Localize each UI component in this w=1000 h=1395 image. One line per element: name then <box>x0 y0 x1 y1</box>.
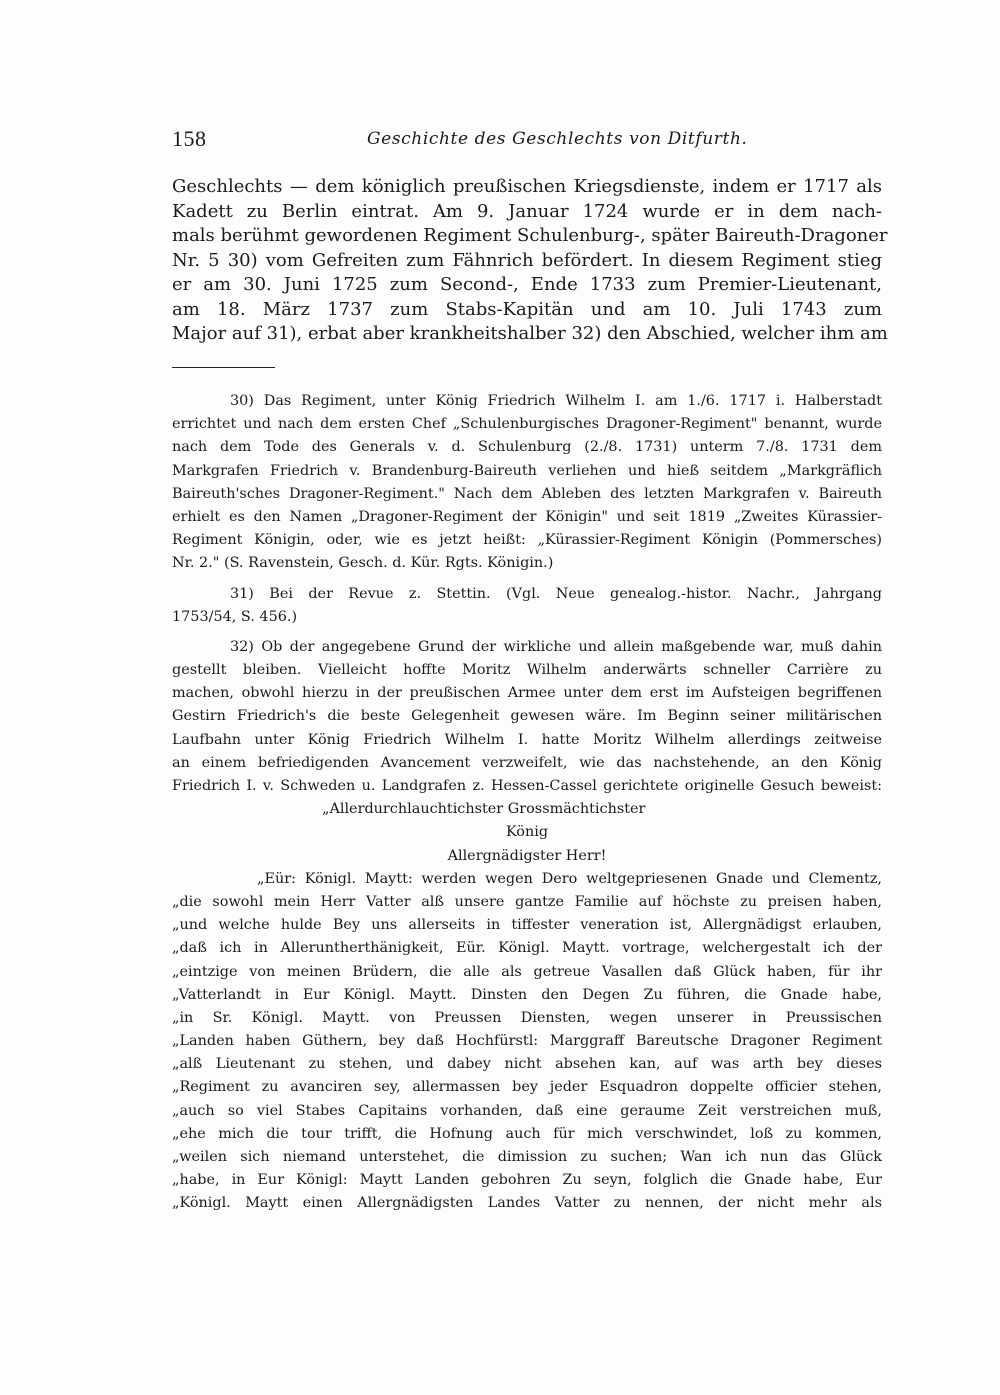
letter-line: „Vatterlandt in Eur Königl. Maytt. Dinsten den Degen Zu führen, die Gnade habe, <box>172 986 882 1003</box>
letter-line: „Königl. Maytt einen Allergnädigsten Landes Vatter zu nennen, der nicht mehr als <box>172 1195 882 1212</box>
footnote-31-line: 1753/54, S. 456.) <box>172 608 298 625</box>
main-body-text <box>172 175 888 347</box>
footnote-30-line: errichtet und nach dem ersten Chef „Schulenburgisches Dragoner-Regiment" benannt, wurde <box>172 416 882 433</box>
letter-line: „Landen haben Güthern, bey daß Hochfürstl: Marggraff Bareutsche Dragoner Regiment <box>172 1033 882 1050</box>
footnote-32-line: Laufbahn unter König Friedrich Wilhelm I. hatte Moritz Wilhelm allerdings zeitweise <box>172 731 882 748</box>
footnote-30-line: 30) Das Regiment, unter König Friedrich Wilhelm I. am 1./6. 1717 i. Halberstadt <box>230 393 882 409</box>
letter-line: „auch so viel Stabes Capitains vorhanden, daß eine geraume Zeit verstreichen muß, <box>172 1102 882 1119</box>
footnote-30-line: Nr. 2." (S. Ravenstein, Gesch. d. Kür. Rgts. Königin.) <box>172 555 554 572</box>
body-line: mals berühmt gewordenen Regiment Schulenburg-, später Baireuth-Dragoner <box>172 225 888 246</box>
letter-line: „und welche hulde Bey uns allerseits in tiffester veneration ist, Allergnädigst erlauben, <box>172 917 882 934</box>
footnote-30-line: Markgrafen Friedrich v. Brandenburg-Baireuth verliehen und hieß seitdem „Markgräflich <box>172 462 882 479</box>
footnote-30-line: erhielt es den Namen „Dragoner-Regiment der Königin" und seit 1819 „Zweites Kürassier- <box>172 508 882 525</box>
letter-line: „Eür: Königl. Maytt: werden wegen Dero weltgepriesenen Gnade und Clementz, <box>257 870 882 887</box>
letter-salutation: „Allerdurchlauchtichster Grossmächtichster <box>322 801 646 818</box>
footnote-30-line: nach dem Tode des Generals v. d. Schulenburg (2./8. 1731) unterm 7./8. 1731 dem <box>172 439 882 456</box>
letter-line: „eintzige von meinen Brüdern, die alle als getreue Vasallen daß Glück haben, für ihr <box>172 963 882 980</box>
body-line: Major auf 31), erbat aber krankheitshalber 32) den Abschied, welcher ihm am <box>172 323 888 344</box>
letter-line: „weilen sich niemand unterstehet, die dimission zu suchen; Wan ich nun das Glück <box>172 1149 882 1165</box>
footnotes <box>172 390 882 1216</box>
footnote-32-line: gestellt bleiben. Vielleicht hoffte Moritz Wilhelm anderwärts schneller Carrière zu <box>172 662 882 679</box>
footnote-32-line: 32) Ob der angegebene Grund der wirkliche und allein maßgebende war, muß dahin <box>230 638 882 655</box>
letter-salutation: König <box>505 824 549 841</box>
footnote-32-line: Friedrich I. v. Schweden u. Landgrafen z. Hessen-Cassel gerichtete originelle Gesuch beweist: <box>172 778 882 794</box>
letter-line: „Regiment zu avanciren sey, allermassen bey jeder Esquadron doppelte officier stehen, <box>172 1079 882 1096</box>
footnote-32-line: Gestirn Friedrich's die beste Gelegenheit gewesen wäre. Im Beginn seiner militärischen <box>172 708 882 725</box>
footnote-30-line: Regiment Königin, oder, wie es jetzt heißt: „Kürassier-Regiment Königin (Pommersches) <box>172 532 882 549</box>
page-number: 158 <box>172 126 207 151</box>
letter-line: „ehe mich die tour trifft, die Hofnung auch für mich verschwindet, loß zu kommen, <box>172 1125 882 1142</box>
letter-line: „alß Lieutenant zu stehen, und dabey nicht absehen kan, auf was arth bey dieses <box>172 1056 882 1073</box>
body-line: Nr. 5 30) vom Gefreiten zum Fähnrich befördert. In diesem Regiment stieg <box>172 249 882 271</box>
body-line: Kadett zu Berlin eintrat. Am 9. Januar 1724 wurde er in dem nach- <box>172 200 882 222</box>
page-header <box>172 126 882 160</box>
footnote-31-line: 31) Bei der Revue z. Stettin. (Vgl. Neue genealog.-histor. Nachr., Jahrgang <box>230 585 882 602</box>
letter-line: „habe, in Eur Königl: Maytt Landen gebohren Zu seyn, folglich die Gnade habe, Eur <box>172 1172 882 1189</box>
letter-line: „daß ich in Alleruntherthänigkeit, Eür. Königl. Maytt. vortrage, welchergestalt ich der <box>172 940 882 957</box>
running-title: Geschichte des Geschlechts von Ditfurth. <box>367 129 748 149</box>
body-line: er am 30. Juni 1725 zum Second-, Ende 1733 zum Premier-Lieutenant, <box>172 274 882 295</box>
letter-salutation: Allergnädigster Herr! <box>447 847 607 864</box>
body-line: am 18. März 1737 zum Stabs-Kapitän und am 10. Juli 1743 zum <box>172 298 882 320</box>
footnote-30-line: Baireuth'sches Dragoner-Regiment." Nach dem Ableben des letzten Markgrafen v. Baireuth <box>172 485 882 502</box>
letter-line: „in Sr. Königl. Maytt. von Preussen Diensten, wegen unserer in Preussischen <box>172 1009 882 1026</box>
letter-line: „die sowohl mein Herr Vatter alß unsere gantze Familie auf höchste zu preisen haben, <box>172 893 882 910</box>
footnote-divider <box>172 367 275 368</box>
body-line: Geschlechts — dem königlich preußischen Kriegsdienste, indem er 1717 als <box>172 176 882 197</box>
footnote-32-line: machen, obwohl hierzu in der preußischen Armee unter dem erst im Aufsteigen begriffenen <box>172 685 882 702</box>
footnote-32-line: an einem befriedigenden Avancement verzweifelt, wie das nachstehende, an den König <box>172 754 882 771</box>
